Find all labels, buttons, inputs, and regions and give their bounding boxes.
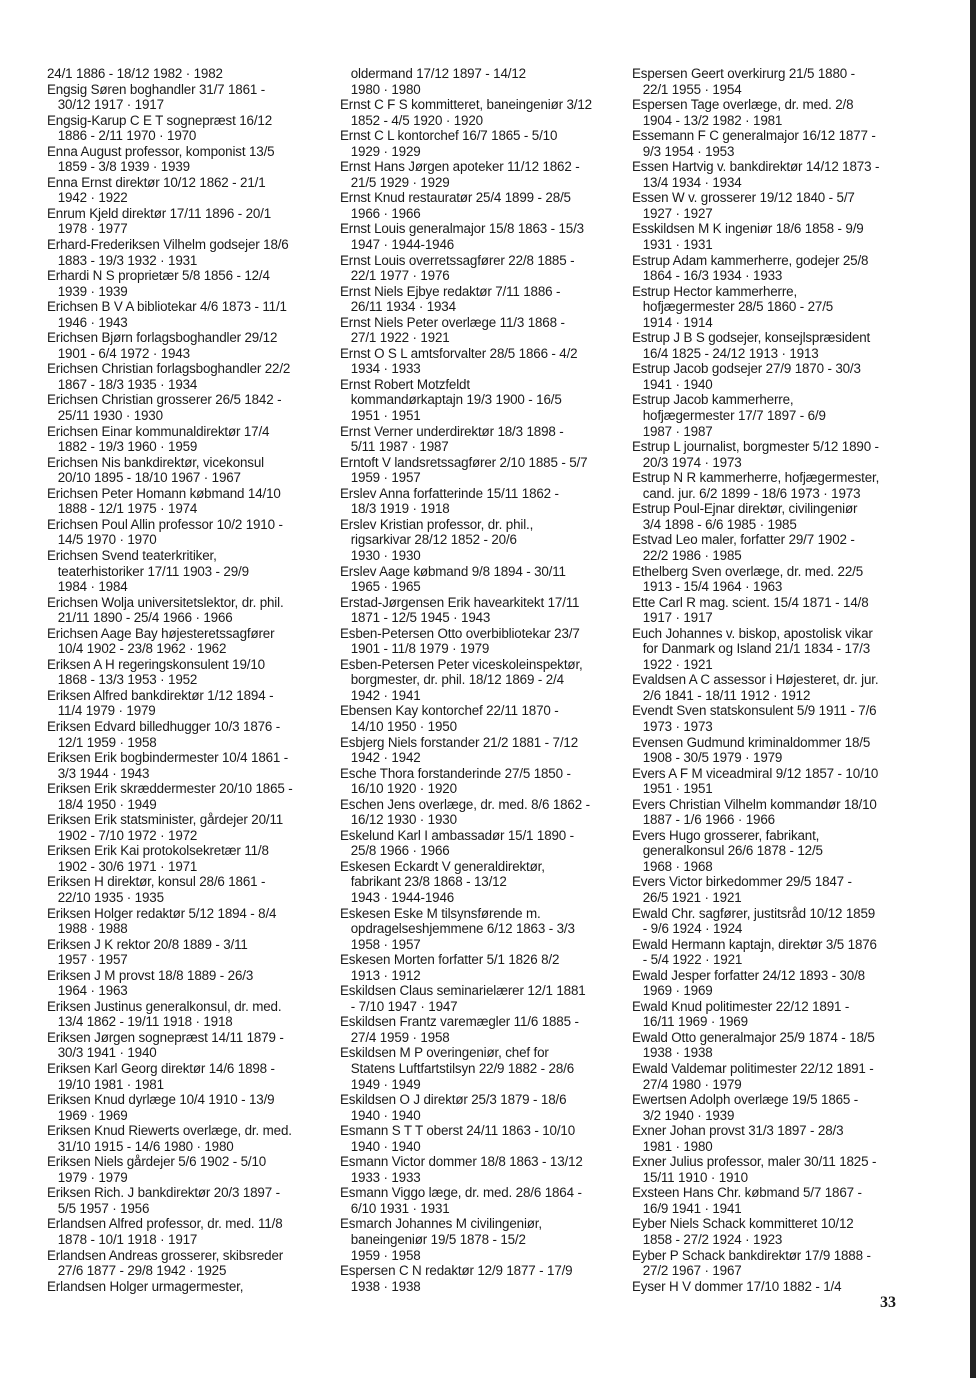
page-edge bbox=[970, 0, 976, 1378]
column-2 bbox=[340, 66, 632, 1294]
page-number: 33 bbox=[880, 1294, 896, 1311]
column-1 bbox=[47, 66, 339, 1294]
column-3-text: Espersen Geert overkirurg 21/5 1880 - 22/1 1955 · 1954 Espersen Tage overlæge, dr. med. 2/8 1904 - 13/2 1982 · 1981 Essemann F C generalmajor 16/12 1877 - 9/3 1954 · 1953 Essen Hartvig v. bankdirektør 14/12 1873 - 13/4 1934 · 1934 Essen W v. grosserer 19/12 1840 - 5/7 1927 · 1927 Esskildsen M K ingeniør 18/6 1858 - 9/9 1931 · 1931 Estrup Adam kammerherre, godejer 25/8 1864 - 16/3 1934 · 1933 Estrup Hector kammerherre, hofjægermester 28/5 1860 - 27/5 1914 · 1914 Estrup J B S godsejer, konsejlspræsident 16/4 1825 - 24/12 1913 · 1913 Estrup Jacob godsejer 27/9 1870 - 30/3 1941 · 1940 Estrup Jacob kammerherre, hofjægermester 17/7 1897 - 6/9 1987 · 1987 Estrup L journalist, borgmester 5/12 1890 - 20/3 1974 · 1973 Estrup N R kammerherre, hofjægermester, cand. jur. 6/2 1899 - 18/6 1973 · 1973 Estrup Poul-Ejnar direktør, civilingeniør 3/4 1898 - 6/6 1985 · 1985 Estvad Leo maler, forfatter 29/7 1902 - 22/2 1986 · 1985 Ethelberg Sven overlæge, dr. med. 22/5 1913 - 15/4 1964 · 1963 Ette Carl R mag. scient. 15/4 1871 - 14/8 1917 · 1917 Euch Johannes v. biskop, apostolisk vikar for Danmark og Island 21/1 1834 - 17/3 1922 · 1921 Evaldsen A C assessor i Højesteret, dr. jur. 2/6 1841 - 18/11 1912 · 1912 Evendt Sven statskonsulent 5/9 1911 - 7/6 1973 · 1973 Evensen Gudmund kriminaldommer 18/5 1908 - 30/5 1979 · 1979 Evers A F M viceadmiral 9/12 1857 - 10/10 1951 · 1951 Evers Christian Vilhelm kommandør 18/10 1887 - 1/6 1966 · 1966 Evers Hugo grosserer, fabrikant, generalkonsul 26/6 1878 - 12/5 1968 · 1968 Evers Victor birkedommer 29/5 1847 - 26/5 1921 · 1921 Ewald Chr. sagfører, justitsråd 10/12 1859 - 9/6 1924 · 1924 Ewald Hermann kaptajn, direktør 3/5 1876 - 5/4 1922 · 1921 Ewald Jesper forfatter 24/12 1893 - 30/8 1969 · 1969 Ewald Knud politimester 22/12 1891 - 16/11 1969 · 1969 Ewald Otto generalmajor 25/9 1874 - 18/5 1938 · 1938 Ewald Valdemar politimester 22/12 1891 - 27/4 1980 · 1979 Ewertsen Adolph overlæge 19/5 1865 - 3/2 1940 · 1939 Exner Johan provst 31/3 1897 - 28/3 1981 · 1980 Exner Julius professor, maler 30/11 1825 - 15/11 1910 · 1910 Exsteen Hans Chr. købmand 5/7 1867 - 16/9 1941 · 1941 Eyber Niels Schack kommitteret 10/12 1858 - 27/2 1924 · 1923 Eyber P Schack bankdirektør 17/9 1888 - 27/2 1967 · 1967 Eyser H V dommer 17/10 1882 - 1/4 bbox=[632, 66, 880, 1294]
column-2-text: oldermand 17/12 1897 - 14/12 1980 · 1980 Ernst C F S kommitteret, baneingeniør 3/12 1852 - 4/5 1920 · 1920 Ernst C L kontorchef 16/7 1865 - 5/10 1929 · 1929 Ernst Hans Jørgen apoteker 11/12 1862 - 21/5 1929 · 1929 Ernst Knud restauratør 25/4 1899 - 28/5 1966 · 1966 Ernst Louis generalmajor 15/8 1863 - 15/3 1947 · 1944-1946 Ernst Louis overretssagfører 22/8 1885 - 22/1 1977 · 1976 Ernst Niels Ejbye redaktør 7/11 1886 - 26/11 1934 · 1934 Ernst Niels Peter overlæge 11/3 1868 - 27/1 1922 · 1921 Ernst O S L amtsforvalter 28/5 1866 - 4/2 1934 · 1933 Ernst Robert Motzfeldt kommandørkaptajn 19/3 1900 - 16/5 1951 · 1951 Ernst Verner underdirektør 18/3 1898 - 5/11 1987 · 1987 Erntoft V landsretssagfører 2/10 1885 - 5/7 1959 · 1957 Erslev Anna forfatterinde 15/11 1862 - 18/3 1919 · 1918 Erslev Kristian professor, dr. phil., rigsarkivar 28/12 1852 - 20/6 1930 · 1930 Erslev Aage købmand 9/8 1894 - 30/11 1965 · 1965 Erstad-Jørgensen Erik havearkitekt 17/11 1871 - 12/5 1945 · 1943 Esben-Petersen Otto overbibliotekar 23/7 1901 - 11/8 1979 · 1979 Esben-Petersen Peter viceskoleinspektør, borgmester, dr. phil. 18/12 1869 - 2/4 1942 · 1941 Ebensen Kay kontorchef 22/11 1870 - 14/10 1950 · 1950 Esbjerg Niels forstander 21/2 1881 - 7/12 1942 · 1942 Esche Thora forstanderinde 27/5 1850 - 16/10 1920 · 1920 Eschen Jens overlæge, dr. med. 8/6 1862 - 16/12 1930 · 1930 Eskelund Karl I ambassadør 15/1 1890 - 25/8 1966 · 1966 Eskesen Eckardt V generaldirektør, fabrikant 23/8 1868 - 13/12 1943 · 1944-1946 Eskesen Eske M tilsynsførende m. opdragelseshjemmene 6/12 1863 - 3/3 1958 · 1957 Eskesen Morten forfatter 5/1 1826 8/2 1913 · 1912 Eskildsen Claus seminarielærer 12/1 1881 - 7/10 1947 · 1947 Eskildsen Frantz varemægler 11/6 1885 - 27/4 1959 · 1958 Eskildsen M P overingeniør, chef for Statens Luftfartstilsyn 22/9 1882 - 28/6 1949 · 1949 Eskildsen O J direktør 25/3 1879 - 18/6 1940 · 1940 Esmann S T T oberst 24/11 1863 - 10/10 1940 · 1940 Esmann Victor dommer 18/8 1863 - 13/12 1933 · 1933 Esmann Viggo læge, dr. med. 28/6 1864 - 6/10 1931 · 1931 Esmarch Johannes M civilingeniør, baneingeniør 19/5 1878 - 15/2 1959 · 1958 Espersen C N redaktør 12/9 1877 - 17/9 1938 · 1938 bbox=[340, 66, 592, 1294]
column-1-text: 24/1 1886 - 18/12 1982 · 1982 Engsig Søren boghandler 31/7 1861 - 30/12 1917 · 1917 Engsig-Karup C E T sognepræst 16/12 1886 - 2/11 1970 · 1970 Enna August professor, komponist 13/5 1859 - 3/8 1939 · 1939 Enna Ernst direktør 10/12 1862 - 21/1 1942 · 1922 Enrum Kjeld direktør 17/11 1896 - 20/1 1978 · 1977 Erhard-Frederiksen Vilhelm godsejer 18/6 1883 - 19/3 1932 · 1931 Erhardi N S proprietær 5/8 1856 - 12/4 1939 · 1939 Erichsen B V A bibliotekar 4/6 1873 - 11/1 1946 · 1943 Erichsen Bjørn forlagsboghandler 29/12 1901 - 6/4 1972 · 1943 Erichsen Christian forlagsboghandler 22/2 1867 - 18/3 1935 · 1934 Erichsen Christian grosserer 26/5 1842 - 25/11 1930 · 1930 Erichsen Einar kommunaldirektør 17/4 1882 - 19/3 1960 · 1959 Erichsen Nis bankdirektør, vicekonsul 20/10 1895 - 18/10 1967 · 1967 Erichsen Peter Homann købmand 14/10 1888 - 12/1 1975 · 1974 Erichsen Poul Allin professor 10/2 1910 - 14/5 1970 · 1970 Erichsen Svend teaterkritiker, teaterhistoriker 17/11 1903 - 29/9 1984 · 1984 Erichsen Wolja universitetslektor, dr. phil. 21/11 1890 - 25/4 1966 · 1966 Erichsen Aage Bay højesteretssagfører 10/4 1902 - 23/8 1962 · 1962 Eriksen A H regeringskonsulent 19/10 1868 - 13/3 1953 · 1952 Eriksen Alfred bankdirektør 1/12 1894 - 11/4 1979 · 1979 Eriksen Edvard billedhugger 10/3 1876 - 12/1 1959 · 1958 Eriksen Erik bogbindermester 10/4 1861 - 3/3 1944 · 1943 Eriksen Erik skræddermester 20/10 1865 - 18/4 1950 · 1949 Eriksen Erik statsminister, gårdejer 20/11 1902 - 7/10 1972 · 1972 Eriksen Erik Kai protokolsekretær 11/8 1902 - 30/6 1971 · 1971 Eriksen H direktør, konsul 28/6 1861 - 22/10 1935 · 1935 Eriksen Holger redaktør 5/12 1894 - 8/4 1988 · 1988 Eriksen J K rektor 20/8 1889 - 3/11 1957 · 1957 Eriksen J M provst 18/8 1889 - 26/3 1964 · 1963 Eriksen Justinus generalkonsul, dr. med. 13/4 1862 - 19/11 1918 · 1918 Eriksen Jørgen sognepræst 14/11 1879 - 30/3 1941 · 1940 Eriksen Karl Georg direktør 14/6 1898 - 19/10 1981 · 1981 Eriksen Knud dyrlæge 10/4 1910 - 13/9 1969 · 1969 Eriksen Knud Riewerts overlæge, dr. med. 31/10 1915 - 14/6 1980 · 1980 Eriksen Niels gårdejer 5/6 1902 - 5/10 1979 · 1979 Eriksen Rich. J bankdirektør 20/3 1897 - 5/5 1957 · 1956 Erlandsen Alfred professor, dr. med. 11/8 1878 - 10/1 1918 · 1917 Erlandsen Andreas grosserer, skibsreder 27/6 1877 - 29/8 1942 · 1925 Erlandsen Holger urmagermester, bbox=[47, 66, 293, 1294]
column-3 bbox=[632, 66, 924, 1294]
